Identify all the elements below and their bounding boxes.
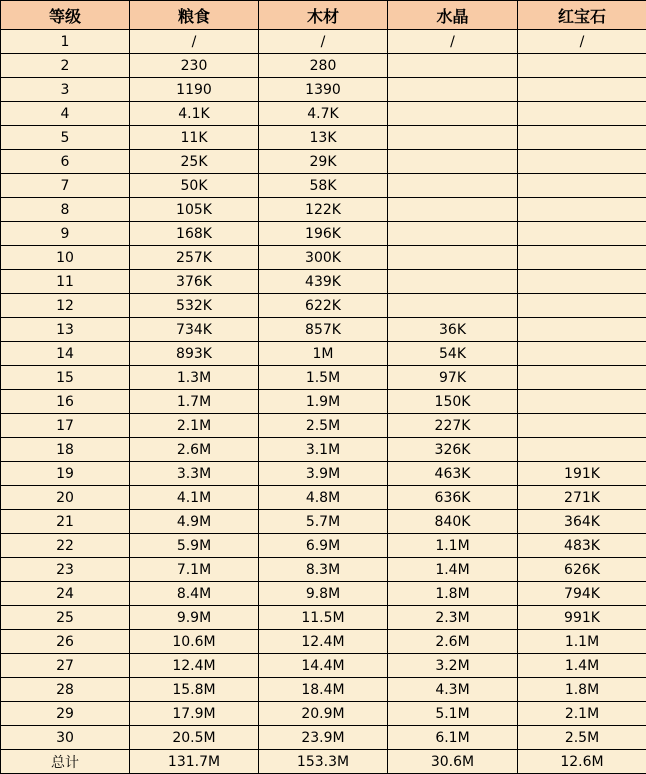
level-cell: 13 [1,318,130,342]
ruby-cell: 794K [518,582,646,606]
crystal-cell [388,270,518,294]
crystal-cell [388,102,518,126]
ruby-cell: 364K [518,510,646,534]
table-row [1,462,646,486]
wood-cell: 11.5M [259,606,388,630]
header-row [1,1,646,30]
food-cell: 17.9M [130,702,259,726]
food-cell: 12.4M [130,654,259,678]
wood-cell: 3.1M [259,438,388,462]
food-cell: 15.8M [130,678,259,702]
food-cell: 20.5M [130,726,259,750]
food-cell: / [130,30,259,54]
food-cell: 105K [130,198,259,222]
level-cell: 2 [1,54,130,78]
table-row [1,390,646,414]
table-row [1,654,646,678]
table-row [1,246,646,270]
level-cell: 6 [1,150,130,174]
table-row [1,582,646,606]
food-cell: 10.6M [130,630,259,654]
food-cell: 4.1K [130,102,259,126]
ruby-cell: 12.6M [518,750,646,774]
header-wood: 木材 [259,1,388,30]
ruby-cell: 1.1M [518,630,646,654]
level-cell: 30 [1,726,130,750]
ruby-cell [518,222,646,246]
crystal-cell [388,174,518,198]
crystal-cell: 326K [388,438,518,462]
wood-cell: 9.8M [259,582,388,606]
food-cell: 168K [130,222,259,246]
food-cell: 131.7M [130,750,259,774]
wood-cell: 14.4M [259,654,388,678]
ruby-cell: 1.8M [518,678,646,702]
table-row [1,174,646,198]
ruby-cell [518,174,646,198]
wood-cell: 4.8M [259,486,388,510]
ruby-cell: 1.4M [518,654,646,678]
wood-cell: 1.5M [259,366,388,390]
table-row [1,102,646,126]
wood-cell: 439K [259,270,388,294]
wood-cell: 23.9M [259,726,388,750]
food-cell: 893K [130,342,259,366]
table-row [1,54,646,78]
crystal-cell [388,150,518,174]
level-cell: 19 [1,462,130,486]
table-row [1,222,646,246]
food-cell: 2.1M [130,414,259,438]
table-row [1,630,646,654]
level-cell: 11 [1,270,130,294]
ruby-cell: 271K [518,486,646,510]
food-cell: 7.1M [130,558,259,582]
ruby-cell [518,198,646,222]
ruby-cell: 2.1M [518,702,646,726]
table-row [1,438,646,462]
crystal-cell: 636K [388,486,518,510]
table-row [1,558,646,582]
table-row [1,726,646,750]
wood-cell: 6.9M [259,534,388,558]
header-ruby: 红宝石 [518,1,646,30]
level-cell: 16 [1,390,130,414]
ruby-cell [518,342,646,366]
wood-cell: 29K [259,150,388,174]
table-row [1,78,646,102]
level-cell: 25 [1,606,130,630]
header-food: 粮食 [130,1,259,30]
level-cell: 4 [1,102,130,126]
level-cell: 1 [1,30,130,54]
crystal-cell: 840K [388,510,518,534]
ruby-cell [518,390,646,414]
wood-cell: 1.9M [259,390,388,414]
level-cell: 17 [1,414,130,438]
crystal-cell: 150K [388,390,518,414]
wood-cell: 2.5M [259,414,388,438]
level-cell: 29 [1,702,130,726]
crystal-cell: 3.2M [388,654,518,678]
wood-cell: 857K [259,318,388,342]
level-cell: 3 [1,78,130,102]
food-cell: 8.4M [130,582,259,606]
table-row [1,150,646,174]
crystal-cell: 4.3M [388,678,518,702]
food-cell: 734K [130,318,259,342]
ruby-cell: 991K [518,606,646,630]
crystal-cell [388,198,518,222]
level-cell: 18 [1,438,130,462]
food-cell: 4.1M [130,486,259,510]
level-cell: 9 [1,222,130,246]
wood-cell: 1390 [259,78,388,102]
food-cell: 230 [130,54,259,78]
crystal-cell: 1.1M [388,534,518,558]
table-row [1,678,646,702]
ruby-cell [518,102,646,126]
level-cell: 10 [1,246,130,270]
ruby-cell [518,54,646,78]
crystal-cell: 36K [388,318,518,342]
food-cell: 25K [130,150,259,174]
table-row [1,414,646,438]
level-cell: 20 [1,486,130,510]
ruby-cell: 191K [518,462,646,486]
table-row [1,606,646,630]
ruby-cell [518,294,646,318]
table-row [1,486,646,510]
wood-cell: 300K [259,246,388,270]
table-row [1,318,646,342]
level-cell: 14 [1,342,130,366]
food-cell: 2.6M [130,438,259,462]
level-cell: 21 [1,510,130,534]
wood-cell: 12.4M [259,630,388,654]
crystal-cell [388,246,518,270]
table-body [1,30,646,774]
wood-cell: 18.4M [259,678,388,702]
ruby-cell [518,78,646,102]
level-cell: 5 [1,126,130,150]
level-cell: 7 [1,174,130,198]
wood-cell: 153.3M [259,750,388,774]
ruby-cell: / [518,30,646,54]
total-row [1,750,646,774]
wood-cell: 280 [259,54,388,78]
table-header [1,1,646,30]
table-row [1,294,646,318]
ruby-cell [518,246,646,270]
food-cell: 257K [130,246,259,270]
crystal-cell [388,126,518,150]
crystal-cell [388,78,518,102]
crystal-cell: 2.3M [388,606,518,630]
table-row [1,702,646,726]
ruby-cell [518,366,646,390]
crystal-cell: 1.8M [388,582,518,606]
crystal-cell: 30.6M [388,750,518,774]
food-cell: 9.9M [130,606,259,630]
level-cell: 27 [1,654,130,678]
wood-cell: 122K [259,198,388,222]
food-cell: 4.9M [130,510,259,534]
wood-cell: 58K [259,174,388,198]
crystal-cell: 2.6M [388,630,518,654]
food-cell: 3.3M [130,462,259,486]
crystal-cell: 6.1M [388,726,518,750]
wood-cell: 4.7K [259,102,388,126]
ruby-cell: 483K [518,534,646,558]
table-row [1,534,646,558]
wood-cell: 5.7M [259,510,388,534]
level-cell: 26 [1,630,130,654]
wood-cell: 13K [259,126,388,150]
wood-cell: / [259,30,388,54]
crystal-cell: 54K [388,342,518,366]
crystal-cell [388,222,518,246]
table-row [1,366,646,390]
level-cell: 15 [1,366,130,390]
ruby-cell [518,438,646,462]
food-cell: 5.9M [130,534,259,558]
header-level: 等级 [1,1,130,30]
level-cell: 总计 [1,750,130,774]
table-row [1,342,646,366]
ruby-cell [518,414,646,438]
crystal-cell: 1.4M [388,558,518,582]
crystal-cell: 463K [388,462,518,486]
food-cell: 532K [130,294,259,318]
food-cell: 1.3M [130,366,259,390]
crystal-cell: 97K [388,366,518,390]
wood-cell: 20.9M [259,702,388,726]
ruby-cell: 626K [518,558,646,582]
wood-cell: 1M [259,342,388,366]
ruby-cell: 2.5M [518,726,646,750]
table-row [1,270,646,294]
table-row [1,510,646,534]
crystal-cell: / [388,30,518,54]
food-cell: 1.7M [130,390,259,414]
ruby-cell [518,270,646,294]
crystal-cell: 227K [388,414,518,438]
food-cell: 50K [130,174,259,198]
table-row [1,30,646,54]
ruby-cell [518,126,646,150]
crystal-cell [388,54,518,78]
table-row [1,198,646,222]
level-cell: 22 [1,534,130,558]
level-cell: 23 [1,558,130,582]
food-cell: 376K [130,270,259,294]
crystal-cell [388,294,518,318]
wood-cell: 8.3M [259,558,388,582]
header-crystal: 水晶 [388,1,518,30]
food-cell: 11K [130,126,259,150]
wood-cell: 196K [259,222,388,246]
level-cell: 8 [1,198,130,222]
level-cell: 24 [1,582,130,606]
ruby-cell [518,150,646,174]
food-cell: 1190 [130,78,259,102]
level-cell: 12 [1,294,130,318]
wood-cell: 622K [259,294,388,318]
ruby-cell [518,318,646,342]
crystal-cell: 5.1M [388,702,518,726]
wood-cell: 3.9M [259,462,388,486]
table-row [1,126,646,150]
level-cell: 28 [1,678,130,702]
